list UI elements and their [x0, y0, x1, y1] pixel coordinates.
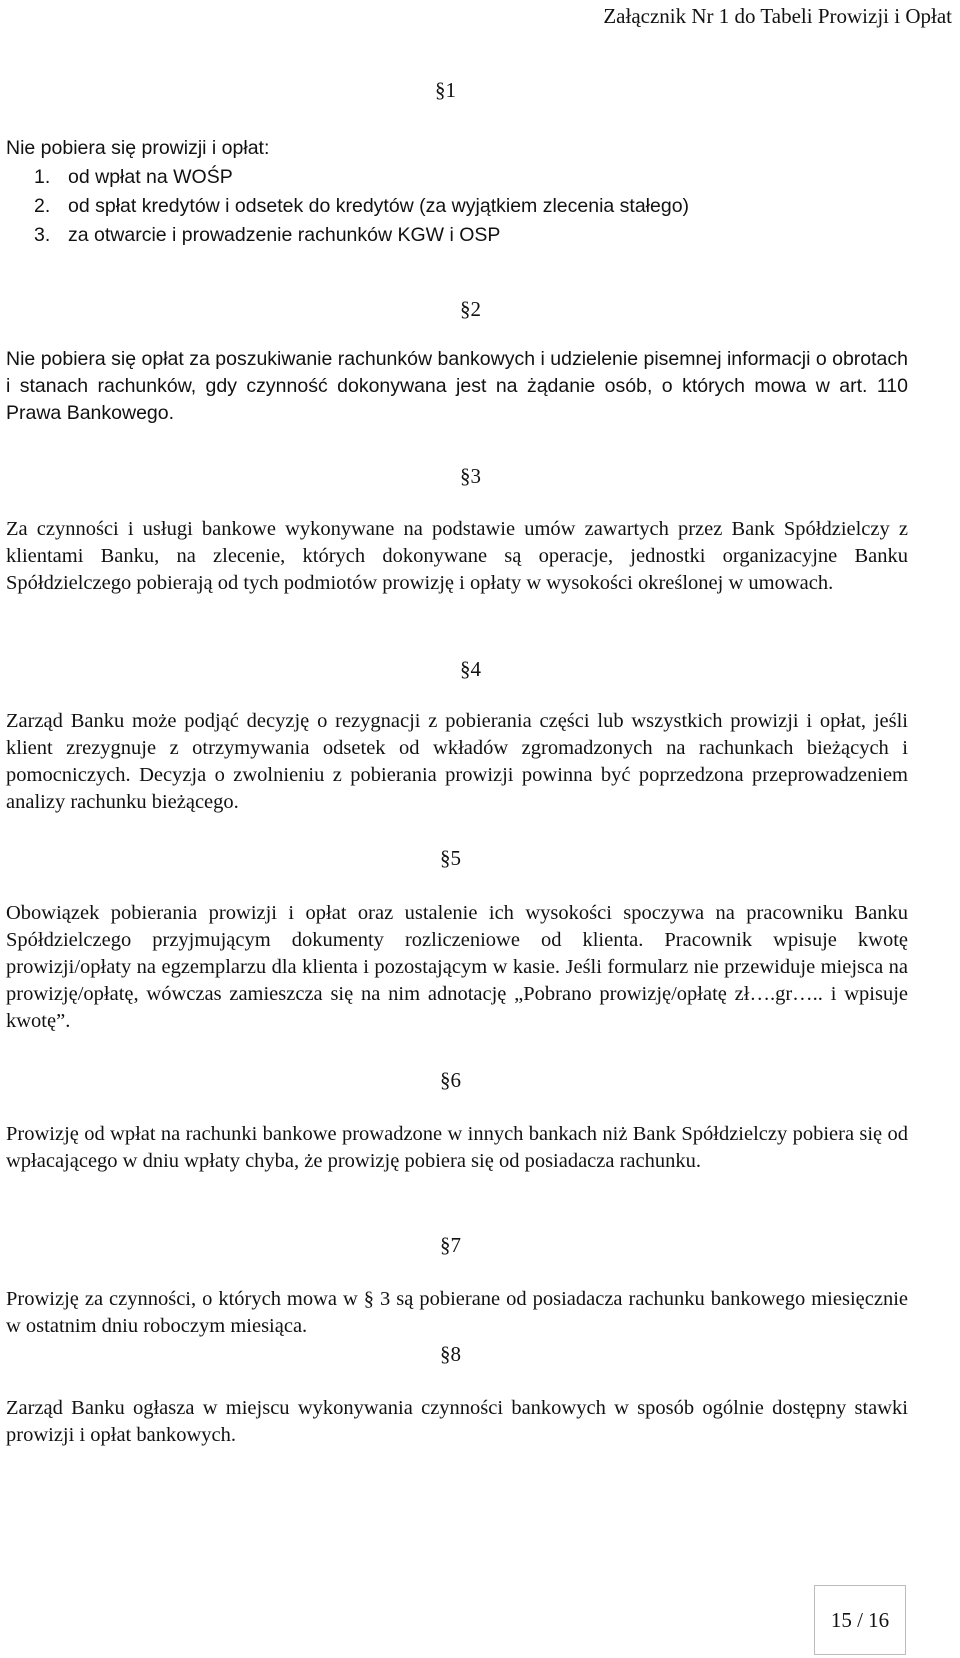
- list-item: [6, 221, 689, 250]
- section-4-text: Zarząd Banku może podjąć decyzję o rezygnacji z pobierania części lub wszystkich prowizji i opłat, jeśli klient zrezygnuje z otrzymywania odsetek od wkładów zgromadzonych na rachunkach bieżących i pomocniczych. Decyzja o zwolnieniu z pobierania prowizji powinna być poprzedzona przeprowadzeniem analizy rachunku bieżącego.: [6, 710, 908, 813]
- section-sign: §: [435, 78, 446, 102]
- section-number: 5: [450, 846, 461, 870]
- section-sign: §: [440, 1342, 451, 1366]
- section-3-heading: [460, 464, 481, 489]
- section-number: 7: [450, 1233, 461, 1257]
- section-2-text: Nie pobiera się opłat za poszukiwanie rachunków bankowych i udzielenie pisemnej informacji o obrotach i stanach rachunków, gdy czynność dokonywana jest na żądanie osób, o których mowa w art. 110 Prawa Bankowego.: [6, 348, 908, 424]
- list-item-text: za otwarcie i prowadzenie rachunków KGW i OSP: [68, 224, 501, 246]
- section-5-heading: [440, 846, 461, 871]
- section-number: 6: [450, 1068, 461, 1092]
- section-5-text: Obowiązek pobierania prowizji i opłat oraz ustalenie ich wysokości spoczywa na pracowniku Banku Spółdzielczego przyjmującym dokumenty rozliczeniowe od klienta. Pracownik wpisuje kwotę prowizji/opłaty na egzemplarzu dla klienta i pozostającym w kasie. Jeśli formularz nie przewiduje miejsca na prowizję/opłatę, wówczas zamieszcza się na nim adnotację „Pobrano prowizję/opłatę zł….gr….. i wpisuje kwotę”.: [6, 902, 908, 1032]
- page-number: 15 / 16: [830, 1607, 890, 1632]
- section-6-text: Prowizję od wpłat na rachunki bankowe prowadzone w innych bankach niż Bank Spółdzielczy pobiera się od wpłacającego w dniu wpłaty chyba, że prowizję pobiera się od posiadacza rachunku.: [6, 1123, 908, 1172]
- section-8-heading: [440, 1342, 461, 1367]
- list-item-text: od wpłat na WOŚP: [68, 166, 233, 188]
- list-item: [6, 192, 689, 221]
- list-item-number: 3.: [34, 224, 51, 246]
- section-6-heading: [440, 1068, 461, 1093]
- list-item-number: 1.: [34, 166, 51, 188]
- section-sign: §: [460, 657, 471, 681]
- section-1-heading: [435, 78, 456, 103]
- list-item-text: od spłat kredytów i odsetek do kredytów (za wyjątkiem zlecenia stałego): [68, 195, 690, 217]
- section-sign: §: [460, 464, 471, 488]
- section-sign: §: [440, 1068, 451, 1092]
- exemption-list: [6, 163, 689, 250]
- section-2-heading: [460, 297, 481, 322]
- section-4-heading: [460, 657, 481, 682]
- document-header: Załącznik Nr 1 do Tabeli Prowizji i Opłat: [603, 4, 952, 28]
- section-1-intro: Nie pobiera się prowizji i opłat:: [6, 137, 270, 159]
- section-number: 3: [470, 464, 481, 488]
- section-sign: §: [440, 846, 451, 870]
- section-sign: §: [440, 1233, 451, 1257]
- section-number: 8: [450, 1342, 461, 1366]
- section-3-text: Za czynności i usługi bankowe wykonywane na podstawie umów zawartych przez Bank Spółdzielczy z klientami Banku, na zlecenie, których dokonywane są operacje, jednostki organizacyjne Banku Spółdzielczego pobierają od tych podmiotów prowizję i opłaty w wysokości określonej w umowach.: [6, 518, 908, 594]
- section-number: 2: [470, 297, 481, 321]
- section-sign: §: [460, 297, 471, 321]
- section-1-body: [6, 134, 689, 250]
- section-7-text: Prowizję za czynności, o których mowa w § 3 są pobierane od posiadacza rachunku bankowego miesięcznie w ostatnim dniu roboczym miesiąca.: [6, 1288, 908, 1337]
- section-7-heading: [440, 1233, 461, 1258]
- section-number: 4: [470, 657, 481, 681]
- page-number-box: [814, 1585, 906, 1655]
- section-8-text: Zarząd Banku ogłasza w miejscu wykonywania czynności bankowych w sposób ogólnie dostępny stawki prowizji i opłat bankowych.: [6, 1397, 908, 1446]
- section-number: 1: [445, 78, 456, 102]
- list-item-number: 2.: [34, 195, 51, 217]
- list-item: [6, 163, 689, 192]
